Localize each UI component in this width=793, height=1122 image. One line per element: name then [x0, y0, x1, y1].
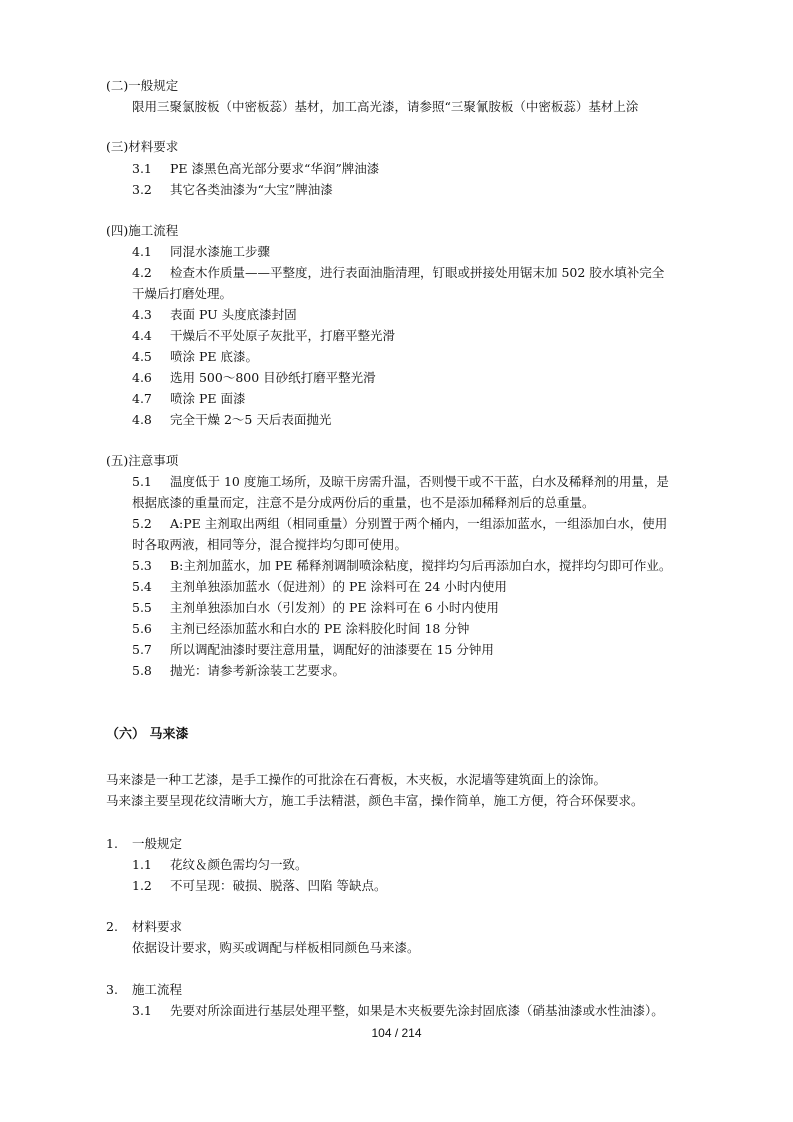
item-number: 5.2	[132, 516, 152, 531]
item-number: 3.1	[132, 161, 152, 176]
item-number: 4.5	[132, 349, 152, 364]
list-item: 同混水漆施工步骤	[170, 244, 271, 259]
item-number: 5.6	[132, 621, 152, 636]
subsection-heading: 材料要求	[132, 919, 183, 934]
subsection-number: 3.	[106, 982, 118, 997]
item-number: 5.3	[132, 558, 152, 573]
list-item: 选用 500～800 目砂纸打磨平整光滑	[170, 370, 376, 385]
subsection-heading: 一般规定	[132, 836, 183, 851]
section-title: （六） 马来漆	[106, 727, 189, 742]
item-number: 5.7	[132, 642, 152, 657]
list-item: 所以调配油漆时要注意用量，调配好的油漆要在 15 分钟用	[170, 642, 494, 657]
list-item: 温度低于 10 度施工场所，及晾干房需升温，否则慢干或不干蓝，白水及稀释剂的用量，是	[170, 474, 669, 489]
item-number: 4.2	[132, 265, 152, 280]
item-number: 4.7	[132, 391, 152, 406]
item-number: 3.2	[132, 182, 152, 197]
intro-paragraph: 马来漆是一种工艺漆，是手工操作的可批涂在石膏板，木夹板，水泥墙等建筑面上的涂饰。	[106, 772, 607, 787]
subsection-heading: 施工流程	[132, 982, 183, 997]
section-heading: (二)一般规定	[106, 78, 179, 93]
list-item: B:主剂加蓝水，加 PE 稀释剂调制喷涂粘度，搅拌均匀后再添加白水，搅拌均匀即可作业。	[170, 558, 672, 573]
intro-paragraph: 马来漆主要呈现花纹清晰大方，施工手法精湛，颜色丰富，操作简单，施工方便，符合环保要求。	[106, 793, 644, 808]
item-number: 4.6	[132, 370, 152, 385]
item-number: 5.1	[132, 474, 152, 489]
list-item: 表面 PU 头度底漆封固	[170, 307, 297, 322]
list-item: 主剂已经添加蓝水和白水的 PE 涂料胶化时间 18 分钟	[170, 621, 470, 636]
item-number: 5.5	[132, 600, 152, 615]
item-number: 5.4	[132, 579, 152, 594]
paragraph: 依据设计要求，购买或调配与样板相同颜色马来漆。	[132, 940, 420, 955]
item-number: 4.1	[132, 244, 152, 259]
item-number: 1.1	[132, 857, 152, 872]
paragraph: 限用三聚氯胺板（中密板蕊）基材，加工高光漆，请参照“三聚氰胺板（中密板蕊）基材上涂	[132, 99, 639, 114]
item-number: 4.4	[132, 328, 152, 343]
item-number: 3.1	[132, 1003, 152, 1018]
list-item: 主剂单独添加蓝水（促进剂）的 PE 涂料可在 24 小时内使用	[170, 579, 507, 594]
list-item: 喷涂 PE 底漆。	[170, 349, 258, 364]
list-item: A:PE 主剂取出两组（相同重量）分别置于两个桶内，一组添加蓝水，一组添加白水，使用	[170, 516, 668, 531]
list-item: 先要对所涂面进行基层处理平整，如果是木夹板要先涂封固底漆（硝基油漆或水性油漆）。	[170, 1003, 664, 1018]
list-item: 花纹＆颜色需均匀一致。	[170, 857, 308, 872]
item-number: 4.3	[132, 307, 152, 322]
subsection-number: 1.	[106, 836, 118, 851]
list-item: 不可呈现：破损、脱落、凹陷 等缺点。	[170, 878, 387, 893]
page-number: 104 / 214	[371, 1026, 422, 1040]
list-item-continuation: 时各取两液，相同等分，混合搅拌均匀即可使用。	[132, 537, 408, 552]
list-item: 检查木作质量——平整度，进行表面油脂清理，钉眼或拼接处用锯末加 502 胶水填补完全	[170, 265, 665, 280]
subsection-number: 2.	[106, 919, 118, 934]
item-number: 5.8	[132, 663, 152, 678]
list-item-continuation: 根据底漆的重量而定，注意不是分成两份后的重量，也不是添加稀释剂后的总重量。	[132, 495, 595, 510]
list-item: 喷涂 PE 面漆	[170, 391, 246, 406]
list-item: 完全干燥 2～5 天后表面抛光	[170, 412, 332, 427]
list-item: 干燥后不平处原子灰批平，打磨平整光滑	[170, 328, 396, 343]
list-item: 主剂单独添加白水（引发剂）的 PE 涂料可在 6 小时内使用	[170, 600, 499, 615]
list-item-continuation: 干燥后打磨处理。	[132, 286, 233, 301]
section-heading: (五)注意事项	[106, 453, 179, 468]
section-heading: (三)材料要求	[106, 139, 179, 154]
list-item: 其它各类油漆为“大宝”牌油漆	[170, 182, 333, 197]
item-number: 4.8	[132, 412, 152, 427]
list-item: 抛光：请参考新涂装工艺要求。	[170, 663, 346, 678]
section-heading: (四)施工流程	[106, 223, 179, 238]
item-number: 1.2	[132, 878, 152, 893]
list-item: PE 漆黑色高光部分要求“华润”牌油漆	[170, 161, 380, 176]
